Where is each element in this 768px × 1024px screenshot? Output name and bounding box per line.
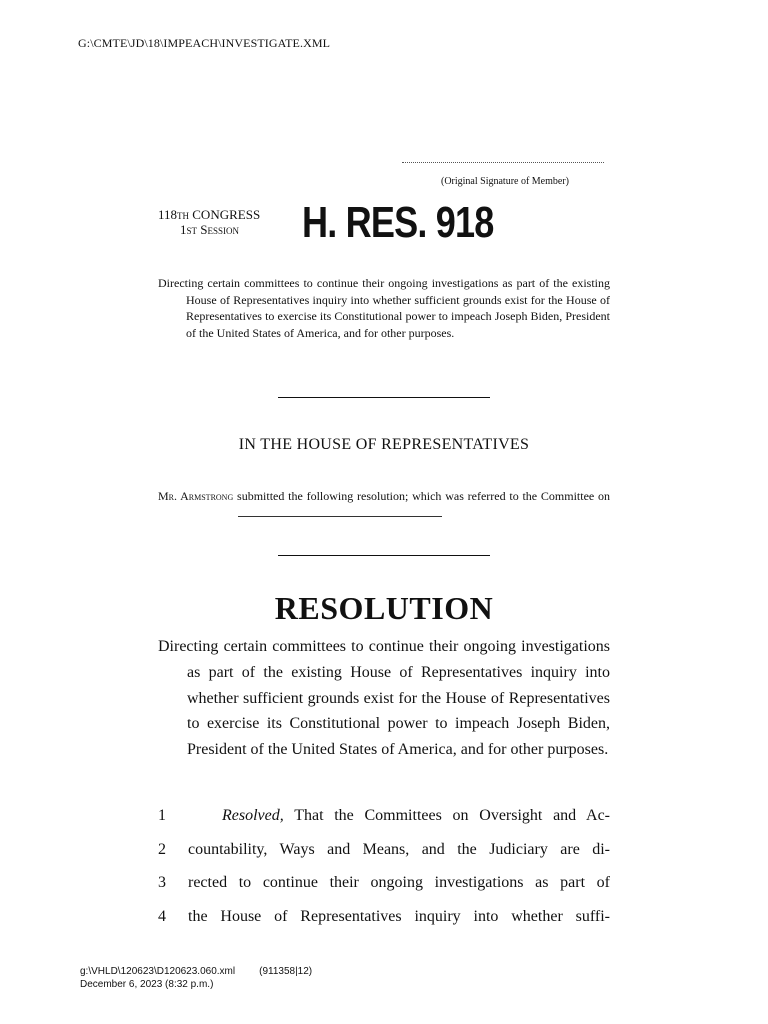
congress-session-block: [158, 207, 260, 237]
footer-file: g:\VHLD\120623\D120623.060.xml: [80, 966, 236, 977]
resolution-title: RESOLUTION: [274, 590, 494, 626]
session-label: 1st Session: [180, 222, 239, 237]
resolution-long-title: Directing certain committees to continue their ongoing investigations as part of the existing House of Representatives inquiry into whether sufficient grounds exist for the House of Representatives to exercise its Constitutional power to impeach Joseph Biden, President of the United States of America, and for other purposes.: [158, 638, 610, 759]
line-text: countability, Ways and Means, and the Judiciary are di-: [188, 840, 610, 858]
text-line: [158, 803, 610, 837]
footer-code: (911358|12): [259, 966, 313, 977]
resolution-text: [158, 803, 610, 937]
line-number: 4: [158, 907, 166, 925]
bill-number: H. RES. 918: [302, 198, 494, 247]
line-text: rected to continue their ongoing investigations as part of: [188, 874, 610, 891]
congress-label: 118th CONGRESS: [158, 207, 261, 222]
footer-file-line: [80, 966, 312, 979]
line-number: 1: [158, 807, 166, 824]
text-line: [158, 870, 610, 904]
chamber-heading: IN THE HOUSE OF REPRESENTATIVES: [238, 436, 530, 453]
file-path-header: G:\CMTE\JD\18\IMPEACH\INVESTIGATE.XML: [78, 36, 331, 50]
resolved-clause: Resolved,: [222, 807, 284, 824]
divider-rule-bottom: [278, 555, 490, 556]
page-footer: [80, 966, 312, 991]
line-number: 3: [158, 874, 166, 891]
introduction-paragraph: [158, 488, 610, 522]
committee-blank-line: [238, 506, 442, 517]
text-line: [158, 904, 610, 938]
divider-rule-top: [278, 397, 490, 398]
footer-date: December 6, 2023 (8:32 p.m.): [80, 978, 214, 990]
signature-line: [402, 156, 604, 163]
line-text: [222, 803, 610, 829]
signature-caption: (Original Signature of Member): [440, 176, 570, 187]
sponsor-name: Mr. Armstrong: [158, 489, 234, 503]
short-description: Directing certain committees to continue their ongoing investigations as part of the existing House of Representatives inquiry into whether sufficient grounds exist for the House of Representatives to exercise its Constitutional power to impeach Joseph Biden, President of the United States of America, and for other purposes.: [158, 276, 610, 340]
line-text-body: That the Committees on Oversight and Ac-: [294, 807, 610, 824]
line-number: 2: [158, 840, 166, 858]
line-text: the House of Representatives inquiry into whether suffi-: [188, 907, 610, 925]
text-line: [158, 837, 610, 871]
introduction-text: submitted the following resolution; which was referred to the Committee on: [237, 489, 611, 503]
